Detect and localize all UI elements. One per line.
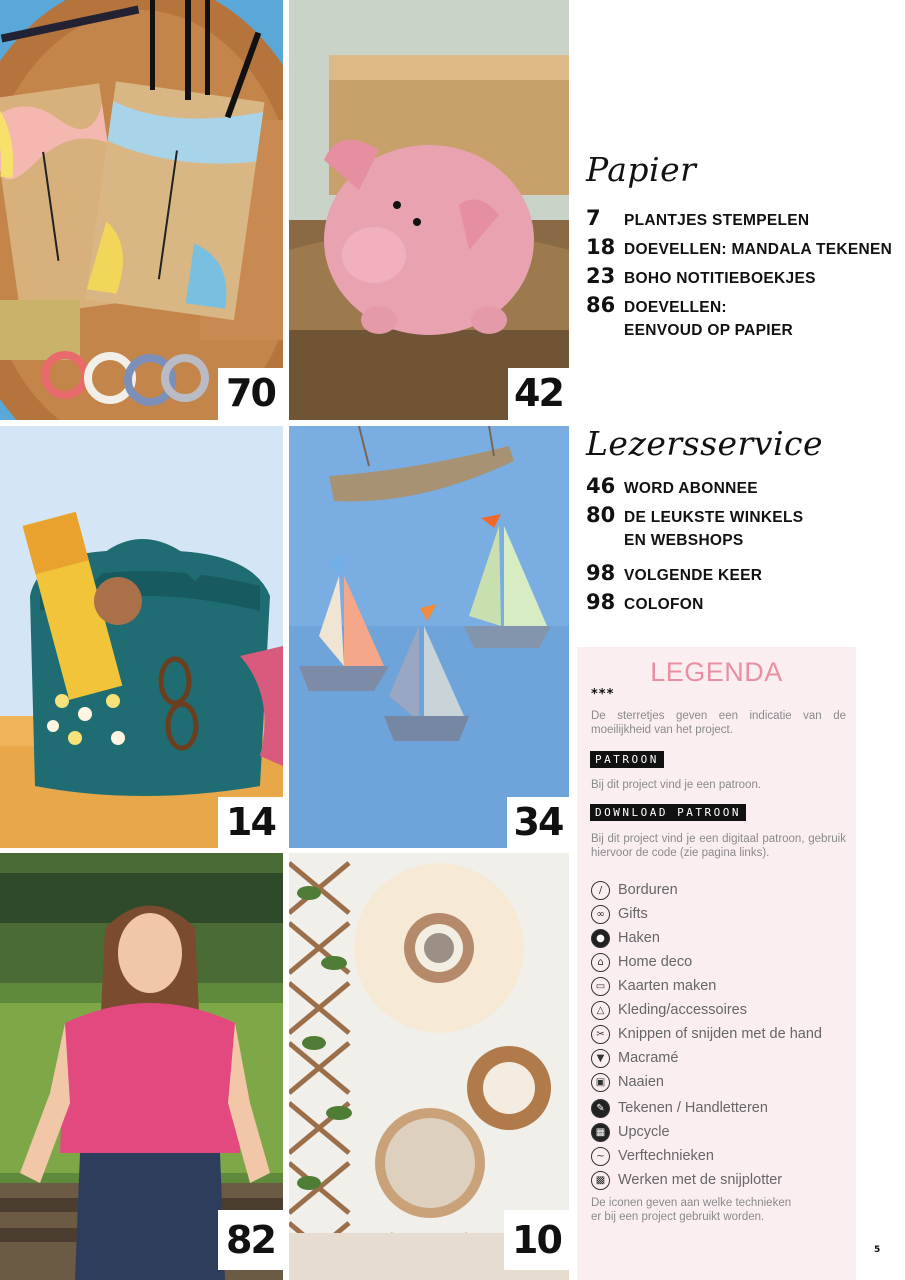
technique-item: ● Haken: [591, 927, 660, 949]
paintbrush-icon: ~: [591, 1147, 610, 1166]
toc-page-number: 46: [586, 474, 616, 498]
stars-description: De sterretjes geven een indicatie van de moeilijkheid van het project.: [591, 710, 846, 736]
technique-item: △ Kleding/accessoires: [591, 999, 747, 1021]
sewing-machine-icon: ▣: [591, 1073, 610, 1092]
toc-item[interactable]: [586, 322, 793, 350]
toc-item-title: PLANTJES STEMPELEN: [624, 212, 810, 229]
toc-item[interactable]: [586, 474, 758, 502]
toc-item-title: DOEVELLEN: MANDALA TEKENEN: [624, 241, 893, 258]
hanger-icon: △: [591, 1001, 610, 1020]
toc-page-number: 7: [586, 206, 601, 230]
page-ref-70[interactable]: 70: [218, 368, 283, 420]
toc-page-number: 18: [586, 235, 616, 259]
technique-item: ✂ Knippen of snijden met de hand: [591, 1023, 822, 1045]
cutting-plotter-icon: ▩: [591, 1171, 610, 1190]
pig-photo: [289, 0, 569, 420]
toc-item-title: DE LEUKSTE WINKELS: [624, 509, 804, 526]
page-ref-14[interactable]: 14: [218, 797, 283, 848]
sailboats-photo: [289, 426, 569, 848]
needle-icon: /: [591, 881, 610, 900]
icons-description: De iconen geven aan welke technieken er bij een project gebruikt worden.: [591, 1197, 792, 1223]
toc-page-number: 23: [586, 264, 616, 288]
page-number: 5: [874, 1245, 881, 1255]
toc-page-number: 98: [586, 590, 616, 614]
pencil-icon: ✎: [591, 1099, 610, 1118]
technique-item: ▣ Naaien: [591, 1071, 664, 1093]
section-title-lezersservice: Lezersservice: [586, 424, 824, 463]
notebooks-photo: [0, 0, 283, 420]
toc-item-title: VOLGENDE KEER: [624, 567, 763, 584]
pink-sweater-photo: [0, 853, 283, 1280]
toc-page-number: 98: [586, 561, 616, 585]
patroon-badge: PATROON: [590, 751, 664, 768]
technique-item: ✎ Tekenen / Handletteren: [591, 1097, 768, 1119]
technique-item: ~ Verftechnieken: [591, 1145, 714, 1167]
technique-item: ▩ Werken met de snijplotter: [591, 1169, 782, 1191]
card-icon: ▭: [591, 977, 610, 996]
toc-item-title: EN WEBSHOPS: [624, 532, 744, 549]
download-description: Bij dit project vind je een digitaal patroon, gebruik hiervoor de code (zie pagina links).: [591, 833, 846, 859]
toc-item-title: EENVOUD OP PAPIER: [624, 322, 794, 339]
page-ref-82[interactable]: 82: [218, 1210, 283, 1270]
toc-item[interactable]: [586, 561, 762, 589]
crochet-hook-icon: ●: [591, 929, 610, 948]
trash-can-icon: ▦: [591, 1123, 610, 1142]
toc-item[interactable]: [586, 293, 727, 321]
legend-title: LEGENDA: [650, 657, 783, 687]
house-icon: ⌂: [591, 953, 610, 972]
page-ref-34[interactable]: 34: [507, 797, 569, 848]
technique-item: ▭ Kaarten maken: [591, 975, 716, 997]
page-ref-42[interactable]: 42: [508, 368, 569, 420]
toc-page-number: 80: [586, 503, 616, 527]
crochet-bag-photo: [0, 426, 283, 848]
toc-item[interactable]: [586, 532, 744, 560]
technique-item: / Borduren: [591, 879, 678, 901]
patroon-description: Bij dit project vind je een patroon.: [591, 779, 762, 791]
toc-item-title: COLOFON: [624, 596, 704, 613]
download-patroon-badge: DOWNLOAD PATROON: [590, 804, 746, 821]
difficulty-stars: ***: [591, 687, 615, 702]
macrame-icon: ▼: [591, 1049, 610, 1068]
toc-item[interactable]: [586, 590, 704, 618]
toc-item[interactable]: [586, 264, 816, 292]
bow-icon: ∞: [591, 905, 610, 924]
toc-page-number: 86: [586, 293, 616, 317]
technique-item: ∞ Gifts: [591, 903, 648, 925]
technique-item: ▦ Upcycle: [591, 1121, 670, 1143]
toc-item[interactable]: [586, 206, 809, 234]
toc-item-title: BOHO NOTITIEBOEKJES: [624, 270, 816, 287]
technique-item: ▼ Macramé: [591, 1047, 678, 1069]
page-ref-10[interactable]: 10: [504, 1210, 569, 1270]
toc-item[interactable]: [586, 503, 803, 531]
scissors-icon: ✂: [591, 1025, 610, 1044]
legend-box: [577, 647, 856, 1280]
toc-item-title: WORD ABONNEE: [624, 480, 758, 497]
toc-item-title: DOEVELLEN:: [624, 299, 727, 316]
technique-item: ⌂ Home deco: [591, 951, 692, 973]
section-title-papier: Papier: [586, 150, 697, 189]
macrame-wall-photo: [289, 853, 569, 1280]
toc-item[interactable]: [586, 235, 892, 263]
